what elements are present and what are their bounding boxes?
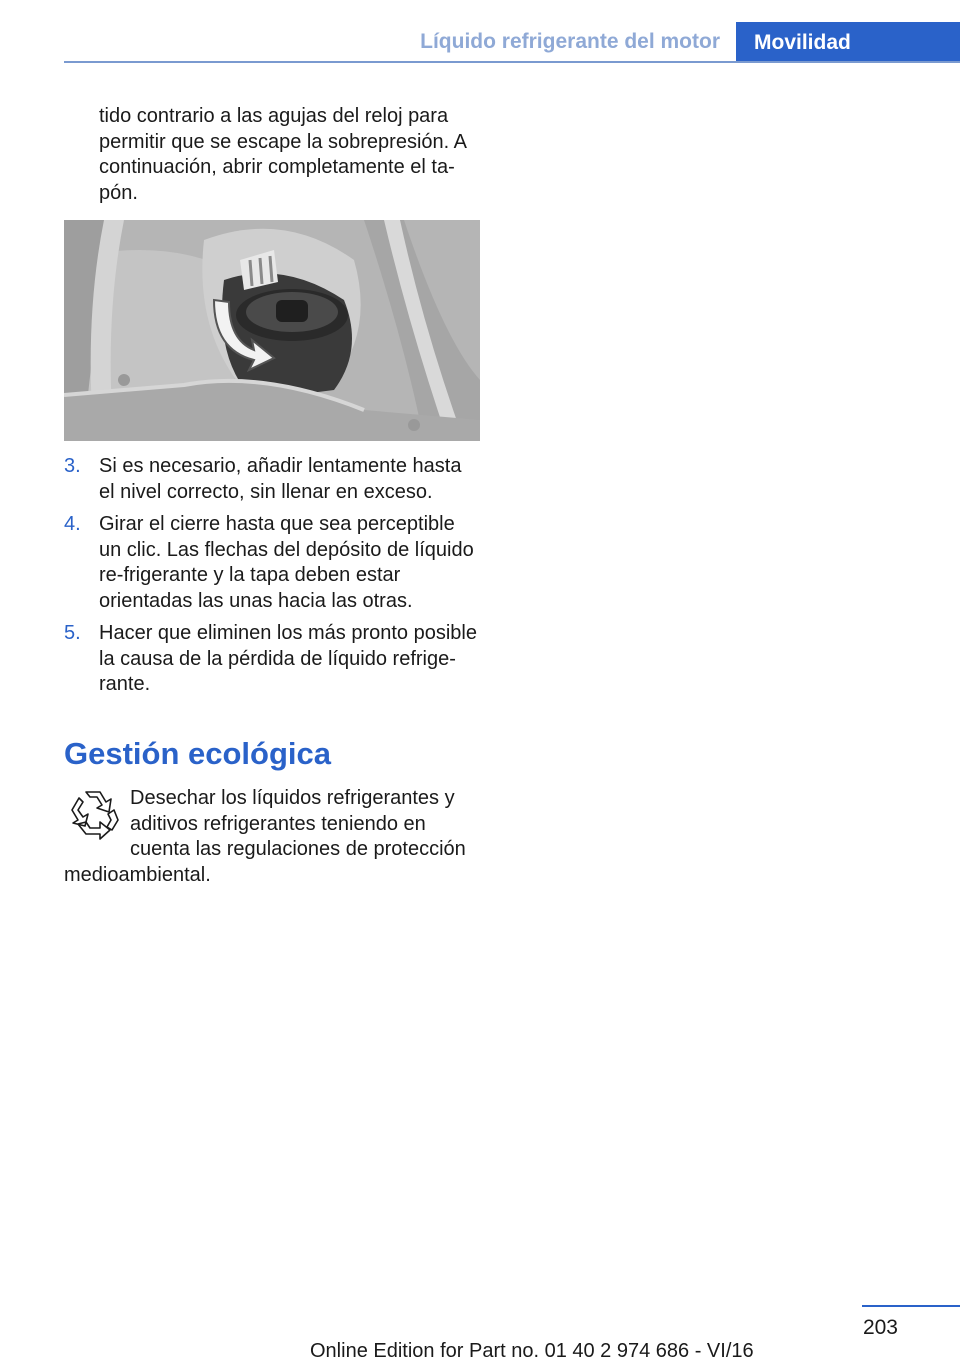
lead-paragraph: tido contrario a las agujas del reloj para permitir que se escape la sobrepresión. A continuación, abrir completamente el ta-pón. (99, 105, 466, 204)
recycle-icon (64, 786, 130, 862)
footer-rule (862, 1305, 960, 1307)
edition-line: Online Edition for Part no. 01 40 2 974 686 - VI/16 (310, 1340, 754, 1362)
eco-text: Desechar los líquidos refrigerantes y aditivos refrigerantes teniendo en cuenta las regulaciones de protección medioambiental. (64, 787, 466, 886)
procedure-steps (64, 454, 480, 705)
step-text: Hacer que eliminen los más pronto posible la causa de la pérdida de líquido refrige-rante. (99, 622, 477, 695)
section-heading: Gestión ecológica (64, 736, 332, 771)
list-item (64, 454, 480, 505)
step-text: Si es necesario, añadir lentamente hasta el nivel correcto, sin llenar en exceso. (99, 455, 462, 503)
step-number: 4. (64, 513, 81, 535)
list-item (64, 512, 480, 614)
running-header-section: Líquido refrigerante del motor (420, 30, 720, 53)
chapter-tab: Movilidad (736, 22, 960, 62)
header-rule (64, 61, 960, 63)
page-number: 203 (862, 1316, 898, 1339)
coolant-cap-photo (64, 220, 480, 441)
step-text: Girar el cierre hasta que sea perceptible un clic. Las flechas del depósito de líquido re-frigerante y la tapa deben estar orientadas las unas hacia las otras. (99, 513, 474, 612)
coolant-cap-figure (64, 220, 480, 441)
step-number: 3. (64, 455, 81, 477)
eco-paragraph (64, 786, 480, 888)
step-number: 5. (64, 622, 81, 644)
list-item (64, 621, 480, 698)
